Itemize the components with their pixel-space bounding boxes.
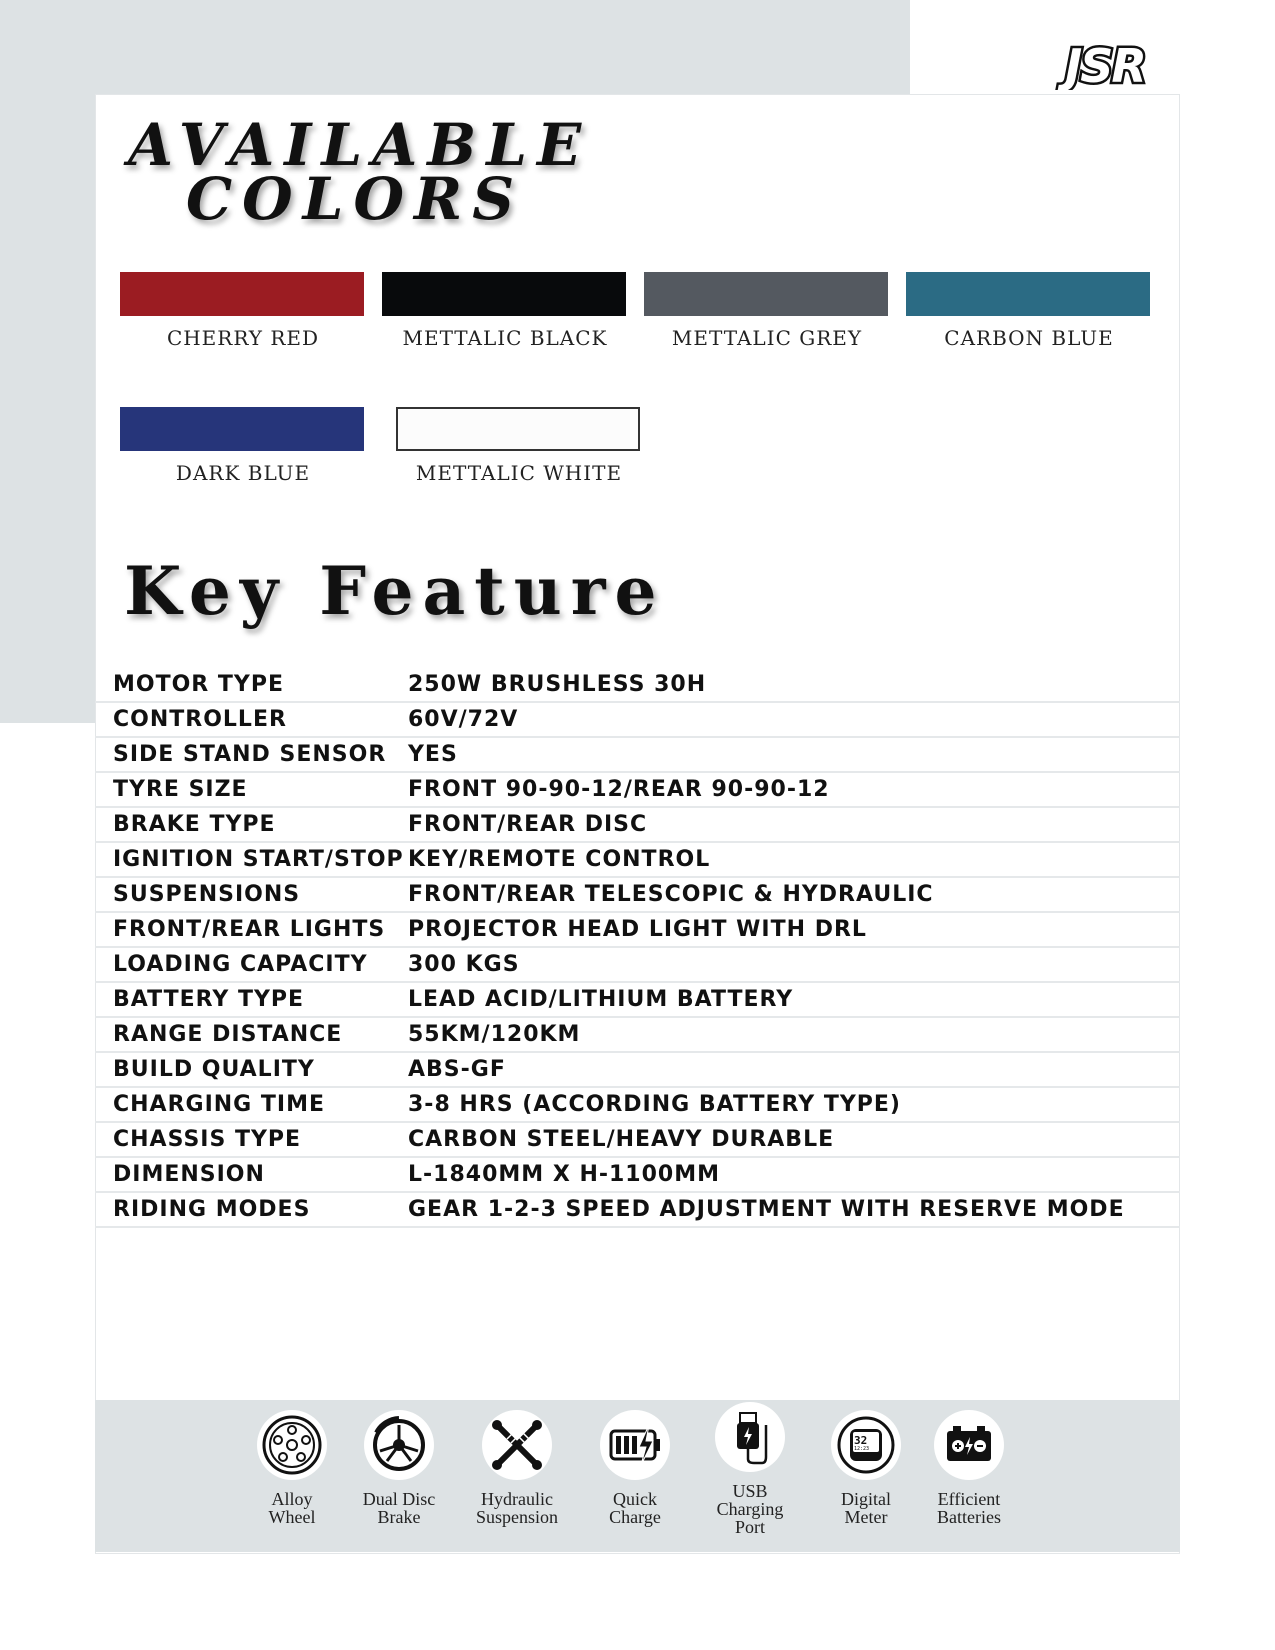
spec-row — [95, 1123, 1180, 1158]
battery-icon — [934, 1410, 1004, 1480]
feature-dual-disc-brake — [339, 1410, 459, 1526]
digital-meter-icon — [831, 1410, 901, 1480]
feature-label: Dual Disc Brake — [362, 1489, 436, 1527]
feature-quick-charge — [575, 1410, 695, 1526]
feature-label: Digital Meter — [841, 1489, 891, 1527]
quick-charge-icon — [600, 1410, 670, 1480]
svg-text:12:23: 12:23 — [854, 1446, 870, 1452]
swatch-label: DARK BLUE — [175, 461, 311, 485]
swatch-label: CHERRY RED — [166, 326, 320, 350]
spec-row — [95, 913, 1180, 948]
spec-key: SUSPENSIONS — [113, 882, 301, 907]
spec-row — [95, 1193, 1180, 1228]
spec-row — [95, 773, 1180, 808]
swatch-label: METTALIC WHITE — [415, 461, 623, 485]
swatch-mettalic-black — [382, 272, 628, 350]
swatch-carbon-blue — [906, 272, 1152, 350]
feature-efficient-batteries — [909, 1410, 1029, 1526]
available-colors-title — [128, 111, 598, 233]
color-swatch — [906, 272, 1150, 316]
spec-row — [95, 878, 1180, 913]
feature-digital-meter — [806, 1410, 926, 1526]
color-swatch — [382, 272, 626, 316]
spec-value: L-1840MM X H-1100MM — [408, 1162, 721, 1187]
feature-usb-charging-port — [690, 1402, 810, 1536]
color-swatch — [644, 272, 888, 316]
title-line-2: COLORS — [186, 165, 525, 233]
spec-row — [95, 983, 1180, 1018]
spec-value: KEY/REMOTE CONTROL — [408, 847, 711, 872]
spec-key: RIDING MODES — [113, 1197, 311, 1222]
spec-key: IGNITION START/STOP — [113, 847, 404, 872]
color-swatch — [120, 272, 364, 316]
swatch-cherry-red — [120, 272, 366, 350]
color-swatch — [396, 407, 640, 451]
feature-label: Efficient Batteries — [937, 1489, 1001, 1527]
spec-row — [95, 668, 1180, 703]
spec-row — [95, 1158, 1180, 1193]
spec-key: TYRE SIZE — [113, 777, 248, 802]
swatch-mettalic-grey — [644, 272, 890, 350]
spec-key: LOADING CAPACITY — [113, 952, 368, 977]
spec-value: GEAR 1-2-3 SPEED ADJUSTMENT WITH RESERVE MODE — [408, 1197, 1125, 1222]
title-line-1: AVAILABLE — [128, 111, 592, 179]
spec-key: CONTROLLER — [113, 707, 287, 732]
swatch-mettalic-white — [396, 407, 642, 485]
spec-key: DIMENSION — [113, 1162, 265, 1187]
spec-key: RANGE DISTANCE — [113, 1022, 343, 1047]
spec-value: 55KM/120KM — [408, 1022, 581, 1047]
spec-value: 60V/72V — [408, 707, 519, 732]
spec-value: LEAD ACID/LITHIUM BATTERY — [408, 987, 794, 1012]
spec-value: 300 KGS — [408, 952, 520, 977]
logo-text: JSR — [1065, 42, 1145, 90]
spec-row — [95, 808, 1180, 843]
feature-hydraulic-suspension — [457, 1410, 577, 1526]
spec-value: FRONT/REAR DISC — [408, 812, 648, 837]
key-feature-title: Key Feature — [124, 552, 666, 630]
spec-value: 3-8 HRS (ACCORDING BATTERY TYPE) — [408, 1092, 901, 1117]
spec-key: CHASSIS TYPE — [113, 1127, 302, 1152]
suspension-icon — [482, 1410, 552, 1480]
spec-row — [95, 1018, 1180, 1053]
spec-key: MOTOR TYPE — [113, 672, 284, 697]
spec-row — [95, 948, 1180, 983]
spec-key: SIDE STAND SENSOR — [113, 742, 387, 767]
spec-row — [95, 703, 1180, 738]
features-bar — [95, 1400, 1180, 1552]
swatch-label: METTALIC BLACK — [402, 326, 608, 350]
swatch-label: METTALIC GREY — [671, 326, 863, 350]
spec-key: FRONT/REAR LIGHTS — [113, 917, 386, 942]
spec-value: FRONT/REAR TELESCOPIC & HYDRAULIC — [408, 882, 934, 907]
svg-text:32: 32 — [854, 1434, 868, 1447]
spec-key: BUILD QUALITY — [113, 1057, 315, 1082]
spec-value: PROJECTOR HEAD LIGHT WITH DRL — [408, 917, 867, 942]
jsr-logo — [1030, 42, 1180, 90]
spec-row — [95, 843, 1180, 878]
swatch-dark-blue — [120, 407, 366, 485]
spec-key: CHARGING TIME — [113, 1092, 326, 1117]
feature-label: USB Charging Port — [716, 1481, 784, 1537]
spec-value: FRONT 90-90-12/REAR 90-90-12 — [408, 777, 830, 802]
swatch-label: CARBON BLUE — [944, 326, 1114, 350]
usb-port-icon — [715, 1402, 785, 1472]
spec-value: CARBON STEEL/HEAVY DURABLE — [408, 1127, 835, 1152]
disc-brake-icon — [364, 1410, 434, 1480]
spec-row — [95, 1053, 1180, 1088]
spec-key: BRAKE TYPE — [113, 812, 276, 837]
spec-value: 250W BRUSHLESS 30H — [408, 672, 707, 697]
alloy-wheel-icon — [257, 1410, 327, 1480]
feature-label: Quick Charge — [609, 1489, 661, 1527]
spec-key: BATTERY TYPE — [113, 987, 305, 1012]
spec-row — [95, 1088, 1180, 1123]
spec-value: YES — [408, 742, 458, 767]
spec-table — [95, 668, 1180, 1228]
feature-label: Alloy Wheel — [268, 1489, 316, 1527]
color-swatch — [120, 407, 364, 451]
feature-label: Hydraulic Suspension — [475, 1489, 558, 1527]
spec-row — [95, 738, 1180, 773]
spec-value: ABS-GF — [408, 1057, 506, 1082]
feature-alloy-wheel — [232, 1410, 352, 1526]
